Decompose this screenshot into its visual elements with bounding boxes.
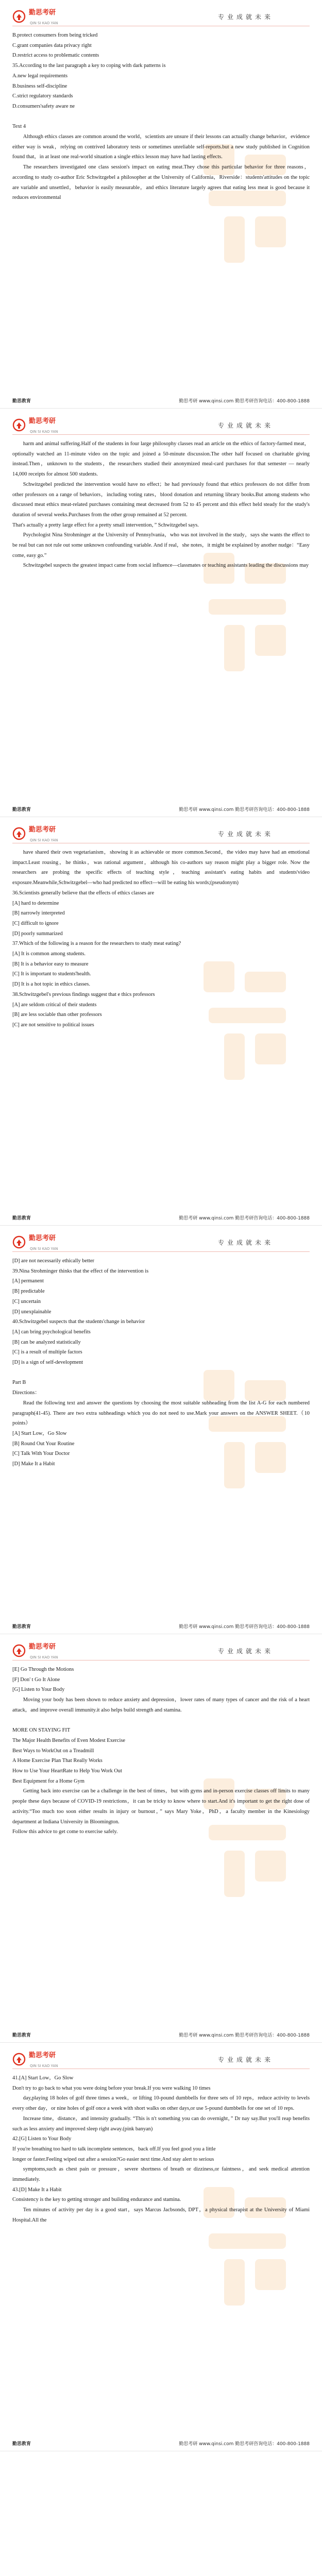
text-line [12, 112, 310, 122]
footer-contact: 勤思考研 www.qinsi.com 勤思考研咨询电话：400-800-1888 [179, 1624, 310, 1630]
text-line: If you're breathing too hard to talk incomplete sentences，back off.If you feel good you a little [12, 2146, 216, 2152]
text-line: Schwitzgebel suspects the greatest impact came from social influence—classmates or teaching assistants leading the discussions may [23, 563, 309, 569]
brand-subtitle: QIN SI KAO YAN [30, 1655, 58, 1659]
text-line: [B] are less sociable than other professors [12, 1012, 102, 1018]
page-header [12, 2050, 310, 2069]
brand-logo [12, 824, 58, 843]
brand-logo-icon [12, 2053, 26, 2066]
text-line: [D] It is a hot topic in ethics classes. [12, 981, 90, 988]
brand-name: 勤思考研 [29, 1234, 56, 1242]
text-line: day,playing 18 holes of golf three times a week，or lifting 10-pound dumbbells for three sets of 10 reps，reduce activity to levels every other day，or nine holes of golf once a week with short walks on other days,or use 5-pound dumbbells for one set of 10 reps. [12, 2095, 311, 2112]
text-line: Directions： [12, 1390, 40, 1396]
text-line: Ten minutes of activity per day is a good start，says Marcus Jacbsonds, DPT，a physical therapist at the University of Miami Hospital.All the [12, 2207, 311, 2223]
page-body [12, 30, 310, 203]
page-header [12, 1233, 310, 1252]
header-slogan: 专业成就未来 [217, 2056, 274, 2063]
header-slogan: 专业成就未来 [217, 421, 274, 429]
text-line: have shared their own vegetarianism，showing it as achievable or more common.Second，the video may have had an emotional impact.Least rousing，he thinks，was rational argument，although his co-authors say reason might play a bigger role. Now the researchers are probing the specific effects of teaching style，teaching assistant's eating habits and students'video exposure.Meanwhile,Schwitzgebel—who had predicted no effect—will be eating his words;(pseudonym) [12, 850, 311, 886]
text-line: [C] difficult to ignore [12, 920, 59, 926]
page-footer [12, 2031, 310, 2038]
text-line: B.business self-discipline [12, 83, 67, 89]
text-line: [B] predictable [12, 1289, 45, 1295]
header-slogan: 专业成就未来 [217, 13, 274, 21]
brand-name: 勤思考研 [29, 417, 56, 425]
text-line: Follow this advice to get come to exercise safely. [12, 1829, 118, 1835]
text-line: [G] Listen to Your Body [12, 1687, 65, 1693]
document-page [0, 409, 322, 817]
text-line: 38.Schwitzgebel's previous findings suggest that e thics professors [12, 991, 155, 997]
page-body [12, 1256, 310, 1469]
text-line: Part B [12, 1380, 26, 1386]
footer-org: 勤思教育 [12, 2442, 31, 2447]
text-line: Read the following text and answer the questions by choosing the most suitable subheading from the list A-G for each numbered paragraph(41-45). There are two extra subheadings which you do not need to use.Mark your answers on the ANSWER SHEET.（10 points） [12, 1400, 311, 1427]
text-line: [B] Round Out Your Routine [12, 1440, 75, 1447]
text-line: D.restrict access to problematic contents [12, 53, 99, 59]
page-body [12, 1665, 310, 1837]
text-line: That's actually a pretty large effect for a pretty small intervention，” Schwitzgebel says. [12, 522, 199, 528]
text-line: [B] It is a behavior easy to measure [12, 961, 89, 967]
text-line: Increase time，distance，and intensity gradually. “This is n't something you can do overnight，” Dr nay say.But you'll reap benefits such as less anxiety and improved sleep right away.(pink banyan) [12, 2115, 311, 2132]
text-line: D.consumers'safety aware ne [12, 103, 75, 109]
brand-logo-icon [12, 827, 26, 840]
brand-subtitle: QIN SI KAO YAN [30, 1247, 58, 1251]
page-header [12, 7, 310, 26]
text-line: B.protect consumers from being tricked [12, 32, 98, 38]
brand-subtitle: QIN SI KAO YAN [30, 2064, 58, 2068]
text-line: Psychologist Nina Strohminger at the University of Pennsylvania，who was not involved in the study，says she wants the effect to be real but can not rule out some unknown confounding variable. And if real，she notes，it might be explained by another nudge：“Easy come, easy go.” [12, 532, 311, 558]
footer-org: 勤思教育 [12, 2033, 31, 2038]
text-line: MORE ON STAYING FIT [12, 1727, 71, 1734]
brand-subtitle: QIN SI KAO YAN [30, 21, 58, 25]
page-body [12, 439, 310, 571]
text-line: [D] are not necessarily ethically better [12, 1258, 94, 1264]
text-line: A.new legal requirements [12, 73, 68, 79]
text-line: Best Equipment for a Home Gym [12, 1778, 84, 1784]
text-line: 41.[A] Start Low，Go Slow [12, 2075, 74, 2081]
brand-logo [12, 7, 58, 26]
text-line: [A] It is common among students. [12, 951, 86, 957]
brand-name: 勤思考研 [29, 1643, 56, 1651]
text-line: [C] Talk With Your Doctor [12, 1451, 70, 1457]
text-line: [D] Make It a Habit [12, 1461, 55, 1467]
footer-org: 勤思教育 [12, 1624, 31, 1630]
footer-org: 勤思教育 [12, 399, 31, 404]
page-header [12, 416, 310, 435]
text-line: [A] are seldom critical of their students [12, 1002, 97, 1008]
text-line: 40.Schwitzgebel suspects that the students'change in behavior [12, 1319, 145, 1325]
header-slogan: 专业成就未来 [217, 1239, 274, 1246]
footer-contact: 勤思考研 www.qinsi.com 勤思考研咨询电话：400-800-1888 [179, 2033, 310, 2038]
footer-org: 勤思教育 [12, 1216, 31, 1221]
text-line: Consistency is the key to getting stronger and building endurance and stamina. [12, 2197, 181, 2203]
text-line: [C] are not sensitive to political issues [12, 1022, 94, 1028]
text-line [12, 1368, 310, 1378]
brand-logo-icon [12, 1644, 26, 1657]
brand-logo [12, 1641, 58, 1660]
footer-contact: 勤思考研 www.qinsi.com 勤思考研咨询电话：400-800-1888 [179, 1216, 310, 1221]
text-line: [D] is a sign of self-development [12, 1360, 83, 1366]
text-line [12, 1716, 310, 1726]
brand-name: 勤思考研 [29, 9, 56, 16]
text-line: longer or faster.Feeling wiped out after a session?Go easier next time.And stay alert to serious [12, 2156, 214, 2162]
brand-subtitle: QIN SI KAO YAN [30, 430, 58, 434]
page-footer [12, 806, 310, 812]
text-line: Although ethics classes are common around the world，scientists are unsure if their lessons can actually change behavior，evidence either way is weak，relying on contrived laboratory tests or sometimes unreliable self-reports.but a new study published in Cognition found that，in at least one real-world situation a single ethics lesson may have had lasting effects. [12, 134, 311, 160]
header-slogan: 专业成就未来 [217, 830, 274, 838]
page-footer [12, 2440, 310, 2447]
text-line: 37.Which of the following is a reason for the researchers to study meat eating? [12, 941, 181, 947]
text-line: [A] Start Low，Go Slow [12, 1430, 67, 1436]
text-line: [B] narrowly interpreted [12, 910, 65, 917]
text-line: [F] Don' t Go It Alone [12, 1676, 60, 1683]
text-line: The researchers investigated one class session's impact on eating meat.They chose this particular behavior for three reasons，according to study co-author Eric Schwitzgebel a philosopher at the University of California，Riverside：students'attitudes on the topic are variable and unsettled，behavior is easily measurable，and ethics literature largely agrees that eating less meat is good because it reduces environmental [12, 164, 311, 201]
text-line: [C] It is important to students'health. [12, 971, 91, 977]
footer-org: 勤思教育 [12, 807, 31, 812]
footer-contact: 勤思考研 www.qinsi.com 勤思考研咨询电话：400-800-1888 [179, 807, 310, 812]
text-line: [A] permanent [12, 1278, 44, 1284]
footer-contact: 勤思考研 www.qinsi.com 勤思考研咨询电话：400-800-1888 [179, 399, 310, 404]
brand-name: 勤思考研 [29, 2052, 56, 2059]
footer-contact: 勤思考研 www.qinsi.com 勤思考研咨询电话：400-800-1888 [179, 2442, 310, 2447]
document-page [0, 1634, 322, 2043]
header-slogan: 专业成就未来 [217, 1647, 274, 1655]
page-footer [12, 1623, 310, 1630]
brand-subtitle: QIN SI KAO YAN [30, 838, 58, 842]
document-page [0, 817, 322, 1226]
text-line: C.strict regulatory standards [12, 93, 73, 99]
page-header [12, 824, 310, 843]
text-line: 35.According to the last paragraph a key to coping with dark patterns is [12, 63, 166, 69]
text-line: [B] can be analyzed statistically [12, 1339, 81, 1345]
brand-logo [12, 2049, 58, 2069]
brand-logo [12, 415, 58, 435]
text-line: harm and animal suffering.Half of the students in four large philosophy classes read an article on the ethics of factory-farmed meat，optionally watched an 11-minute video on the topic and joined a 50-minute discussion.The other half focused on charitable giving instead.Then，unknown to the students，the researchers studied their anonymized meal-card purchases for that semester — nearly 14,000 receipts for almost 500 students. [12, 441, 311, 478]
page-header [12, 1641, 310, 1660]
text-line: [C] uncertain [12, 1298, 41, 1304]
text-line: Text 4 [12, 124, 26, 130]
text-line: Getting back into exercise can be a challenge in the best of times，but with gyms and in-person exercise classes off limits to many people these days because of COVID-19 restrictions，it can be tricky to know where to start.And it's important to get the right dose of activity.“Too much too soon either results in injury or burnout，” says Mary Yoke，PhD，a faculty member in the Kinesiology department at Indiana University in Bloomington. [12, 1788, 311, 1825]
text-line: 42.[G] Listen to Your Body [12, 2136, 72, 2142]
text-line: The Major Health Benefits of Even Modest Exercise [12, 1737, 125, 1743]
text-line: [A] can bring psychological benefits [12, 1329, 91, 1335]
text-line: How to Use Your HeartRate to Help You Work Out [12, 1768, 122, 1774]
brand-logo-icon [12, 10, 26, 23]
brand-logo-icon [12, 1235, 26, 1249]
text-line: A Home Exercise Plan That Really Works [12, 1758, 103, 1764]
text-line: [E] Go Through the Motions [12, 1667, 74, 1672]
page-footer [12, 397, 310, 404]
text-line: [D] unexplainable [12, 1309, 52, 1315]
text-line: C.grant companies data privacy right [12, 42, 92, 48]
text-line: 43.[D] Make It a Habit [12, 2187, 62, 2193]
text-line: 39.Nina Strohminger thinks that the effect of the intervention is [12, 1268, 149, 1274]
text-line: Best Ways to WorkOut on a Treadmill [12, 1748, 94, 1754]
page-body [12, 2073, 310, 2226]
text-line: Moving your body has been shown to reduce anxiety and depression，lower rates of many types of cancer and the risk of a heart attack，and improve overall immunity.it also helps build strength and stamina. [12, 1697, 311, 1713]
brand-name: 勤思考研 [29, 826, 56, 834]
text-line: [D] poorly summarized [12, 930, 63, 937]
text-line: symptoms,such as chest pain or pressure，severe shortness of breath or dizziness,or faintness，and seek medical attention immediately. [12, 2166, 311, 2183]
brand-logo-icon [12, 418, 26, 432]
document-page [0, 2043, 322, 2451]
document-page [0, 0, 322, 409]
text-line: [A] hard to determine [12, 900, 59, 906]
text-line: Don't try to go back to what you were doing before your break.If you were walking 10 times [12, 2085, 211, 2091]
text-line: Schwitzgebel predicted the intervention would have no effect；he had previously found that ethics professors do not differ from other professors on a range of behaviors，including voting rates，blood donation and returning library books.But among students who discussed meat ethics meat-related purchases containing meat decreased from 52 to 45 percent and this effect held steady for the study's duration of several weeks.Purchases from the other group remained at 52 percent. [12, 481, 311, 518]
page-body [12, 848, 310, 1030]
text-line: [C] is a result of multiple factors [12, 1349, 82, 1355]
brand-logo [12, 1232, 58, 1252]
text-line: 36.Scientists generally believe that the effects of ethics classes are [12, 890, 155, 896]
page-footer [12, 1214, 310, 1221]
document-page [0, 1226, 322, 1634]
